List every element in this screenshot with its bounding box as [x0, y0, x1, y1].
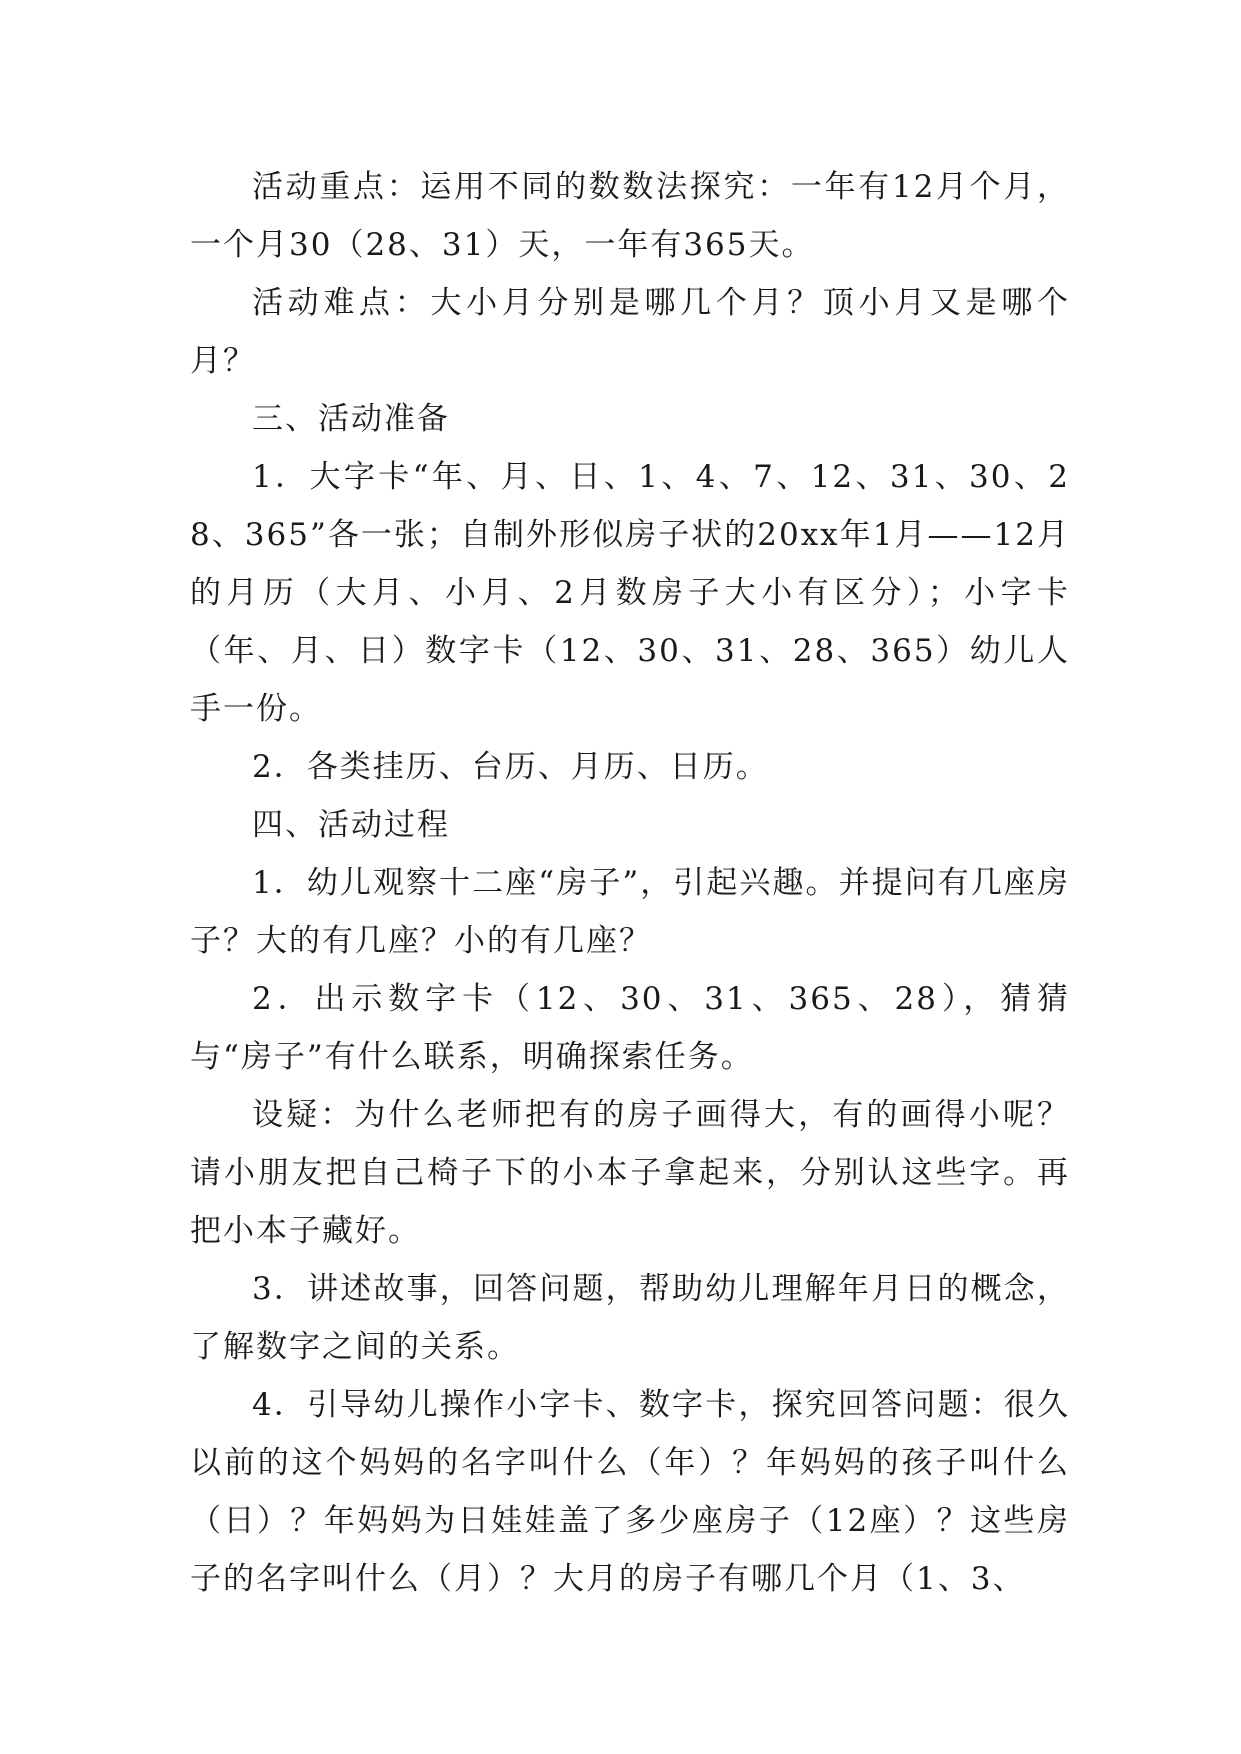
paragraph-process-1: 1．幼儿观察十二座“房子”，引起兴趣。并提问有几座房子？大的有几座？小的有几座？	[190, 865, 1070, 959]
paragraph-process-3: 3．讲述故事，回答问题，帮助幼儿理解年月日的概念，了解数字之间的关系。	[190, 1271, 1070, 1365]
paragraph-process-2: 2．出示数字卡（12、30、31、365、28），猜猜与“房子”有什么联系，明确探索任务。	[190, 981, 1070, 1075]
section-heading-process: 四、活动过程	[252, 807, 450, 843]
section-heading-preparation: 三、活动准备	[252, 401, 450, 437]
paragraph-difficult-points: 活动难点：大小月分别是哪几个月？顶小月又是哪个月？	[190, 285, 1070, 379]
document-body	[190, 158, 1070, 1608]
paragraph-preparation-2: 2．各类挂历、台历、月历、日历。	[252, 749, 769, 785]
paragraph-process-4: 4．引导幼儿操作小字卡、数字卡，探究回答问题：很久以前的这个妈妈的名字叫什么（年）？年妈妈的孩子叫什么（日）？年妈妈为日娃娃盖了多少座房子（12座）？这些房子的名字叫什么（月）？大月的房子有哪几个月（1、3、	[190, 1387, 1070, 1597]
paragraph-key-points: 活动重点：运用不同的数数法探究：一年有12月个月，一个月30（28、31）天，一年有365天。	[190, 169, 1070, 263]
paragraph-preparation-1: 1．大字卡“年、月、日、1、4、7、12、31、30、28、365”各一张；自制外形似房子状的20xx年1月——12月的月历（大月、小月、2月数房子大小有区分）；小字卡（年、月、日）数字卡（12、30、31、28、365）幼儿人手一份。	[190, 459, 1070, 727]
paragraph-question: 设疑：为什么老师把有的房子画得大，有的画得小呢？请小朋友把自己椅子下的小本子拿起来，分别认这些字。再把小本子藏好。	[190, 1097, 1070, 1249]
